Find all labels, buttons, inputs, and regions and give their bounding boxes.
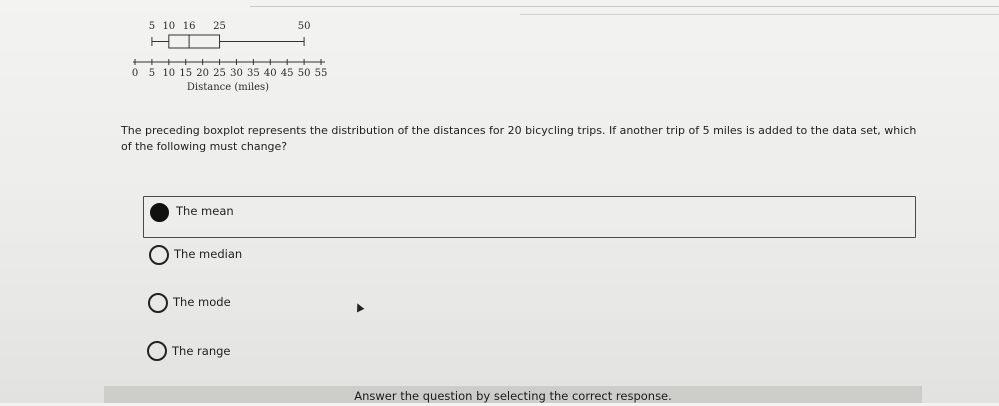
option-label: The mode bbox=[173, 295, 231, 309]
boxplot-chart bbox=[120, 15, 345, 95]
radio-empty-icon[interactable] bbox=[148, 293, 168, 313]
value-label: 5 bbox=[148, 21, 156, 32]
option-range[interactable] bbox=[143, 339, 443, 379]
top-divider bbox=[250, 6, 999, 7]
iqr-box bbox=[169, 35, 220, 48]
option-label: The median bbox=[174, 247, 243, 261]
x-tick-label: 10 bbox=[162, 68, 176, 79]
top-divider-secondary bbox=[520, 14, 999, 15]
x-tick-label: 15 bbox=[179, 68, 193, 79]
x-tick-label: 30 bbox=[230, 68, 243, 79]
option-mean[interactable] bbox=[143, 196, 916, 238]
value-label: 50 bbox=[297, 21, 311, 32]
x-tick-label: 45 bbox=[280, 68, 294, 79]
value-label: 10 bbox=[162, 21, 176, 32]
x-tick-label: 40 bbox=[263, 68, 277, 79]
x-axis-label: Distance (miles) bbox=[186, 82, 270, 93]
option-label: The mean bbox=[176, 204, 234, 218]
x-tick-label: 20 bbox=[196, 68, 210, 79]
x-tick-label: 25 bbox=[213, 68, 226, 79]
question-text: The preceding boxplot represents the distribution of the distances for 20 bicycling trips. If another trip of 5 miles is added to the data set, which of the following must change? bbox=[121, 124, 917, 153]
x-tick-label: 55 bbox=[314, 68, 328, 79]
x-tick-label: 5 bbox=[148, 68, 156, 79]
instruction-footer: Answer the question by selecting the correct response. bbox=[104, 386, 922, 403]
x-tick-label: 50 bbox=[297, 68, 311, 79]
value-label: 16 bbox=[182, 21, 196, 32]
x-tick-label: 0 bbox=[131, 68, 139, 79]
radio-empty-icon[interactable] bbox=[149, 245, 169, 265]
radio-empty-icon[interactable] bbox=[147, 341, 167, 361]
option-mode[interactable] bbox=[143, 291, 443, 331]
radio-selected-icon[interactable] bbox=[150, 203, 169, 222]
option-label: The range bbox=[172, 344, 231, 358]
option-median[interactable] bbox=[143, 243, 443, 283]
value-label: 25 bbox=[213, 21, 226, 32]
x-tick-label: 35 bbox=[246, 68, 260, 79]
